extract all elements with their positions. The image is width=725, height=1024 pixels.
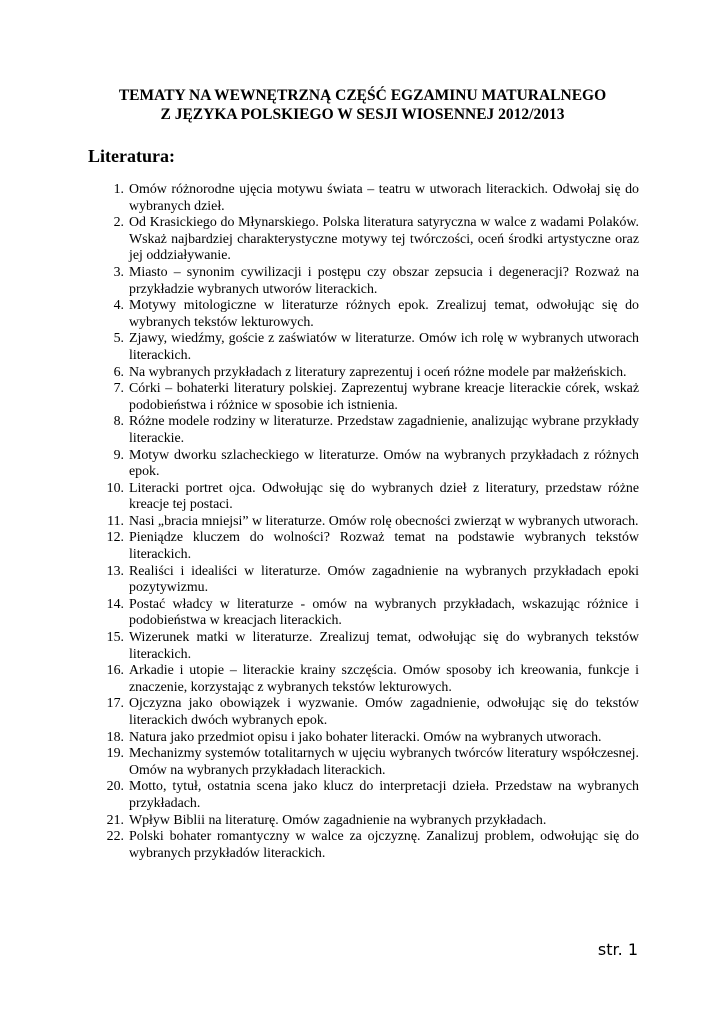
- page-number: str. 1: [597, 940, 638, 959]
- list-item-text: Od Krasickiego do Młynarskiego. Polska literatura satyryczna w walce z wadami Polaków. Wskaż najbardziej charakterystyczne motywy tej twórczości, oceń środki artystyczne oraz jej oddziaływanie.: [129, 215, 639, 264]
- title-line-2: Z JĘZYKA POLSKIEGO W SESJI WIOSENNEJ 2012/2013: [160, 106, 565, 123]
- list-item-number: 8.: [113, 414, 124, 430]
- list-item-text: Wpływ Biblii na literaturę. Omów zagadnienie na wybranych przykładach.: [129, 812, 547, 828]
- list-item-text: Polski bohater romantyczny w walce za ojczyznę. Zanalizuj problem, odwołując się do wybranych przykładów literackich.: [129, 829, 639, 861]
- section-heading: Literatura:: [88, 146, 175, 166]
- list-item-number: 2.: [113, 215, 124, 231]
- list-item-text: Nasi „bracia mniejsi” w literaturze. Omów rolę obecności zwierząt w wybranych utworach.: [129, 513, 639, 529]
- list-item: [0, 663, 725, 696]
- list-item-number: 17.: [106, 696, 124, 712]
- list-item: [0, 265, 725, 298]
- topic-list: [0, 182, 725, 862]
- list-item-text: Postać władcy w literaturze - omów na wybranych przykładach, wskazując różnice i podobieństwa w kreacjach literackich.: [129, 596, 639, 629]
- list-item-number: 3.: [113, 264, 124, 280]
- title-line-1: TEMATY NA WEWNĘTRZNĄ CZĘŚĆ EGZAMINU MATURALNEGO: [118, 87, 607, 104]
- list-item: [0, 696, 725, 729]
- list-item-number: 6.: [113, 364, 124, 380]
- list-item: [0, 331, 725, 364]
- list-item-text: Córki – bohaterki literatury polskiej. Zaprezentuj wybrane kreacje literackie córek, wskaż podobieństwa i różnice w sposobie ich istnienia.: [129, 381, 639, 413]
- list-item-number: 13.: [106, 563, 124, 579]
- list-item-text: Natura jako przedmiot opisu i jako bohater literacki. Omów na wybranych utworach.: [129, 729, 602, 745]
- list-item-text: Miasto – synonim cywilizacji i postępu czy obszar zepsucia i degeneracji? Rozważ na przykładzie wybranych utworów literackich.: [129, 264, 639, 297]
- list-item: [0, 365, 725, 382]
- list-item-number: 4.: [113, 298, 124, 314]
- list-item-number: 20.: [106, 779, 124, 795]
- list-item-text: Arkadie i utopie – literackie krainy szczęścia. Omów sposoby ich kreowania, funkcje i znaczenie, korzystając z wybranych tekstów lekturowych.: [129, 663, 639, 695]
- list-item-text: Motywy mitologiczne w literaturze różnych epok. Zrealizuj temat, odwołując się do wybranych tekstów lekturowych.: [129, 298, 639, 330]
- list-item: [0, 779, 725, 812]
- list-item-number: 5.: [113, 331, 124, 347]
- list-item-number: 14.: [106, 596, 124, 612]
- list-item: [0, 630, 725, 663]
- list-item-number: 1.: [113, 182, 124, 197]
- list-item-text: Realiści i idealiści w literaturze. Omów zagadnienie na wybranych przykładach epoki pozytywizmu.: [129, 563, 639, 596]
- list-item-text: Wizerunek matki w literaturze. Zrealizuj temat, odwołując się do wybranych tekstów literackich.: [129, 630, 639, 662]
- list-item-number: 18.: [106, 729, 124, 745]
- list-item-number: 12.: [106, 530, 124, 546]
- list-item-text: Na wybranych przykładach z literatury zaprezentuj i oceń różne modele par małżeńskich.: [129, 364, 627, 380]
- list-item: [0, 746, 725, 779]
- list-item: [0, 414, 725, 447]
- list-item-number: 9.: [113, 447, 124, 463]
- list-item: [0, 448, 725, 481]
- list-item-text: Różne modele rodziny w literaturze. Przedstaw zagadnienie, analizując wybrane przykłady literackie.: [129, 414, 639, 446]
- list-item-number: 22.: [106, 829, 124, 845]
- list-item-number: 15.: [106, 630, 124, 646]
- list-item: [0, 530, 725, 563]
- list-item-text: Motyw dworku szlacheckiego w literaturze. Omów na wybranych przykładach z różnych epok.: [129, 447, 639, 480]
- list-item-text: Pieniądze kluczem do wolności? Rozważ temat na podstawie wybranych tekstów literackich.: [129, 530, 639, 563]
- document-title: [0, 86, 725, 124]
- list-item-text: Motto, tytuł, ostatnia scena jako klucz do interpretacji dzieła. Przedstaw na wybranych przykładach.: [129, 779, 639, 811]
- list-item: [0, 597, 725, 630]
- list-item-text: Zjawy, wiedźmy, goście z zaświatów w literaturze. Omów ich rolę w wybranych utworach literackich.: [129, 331, 639, 363]
- list-item-number: 16.: [106, 663, 124, 679]
- list-item: [0, 829, 725, 862]
- list-item-text: Omów różnorodne ujęcia motywu świata – teatru w utworach literackich. Odwołaj się do wybranych dzieł.: [129, 182, 639, 214]
- list-item: [0, 514, 725, 531]
- list-item-number: 11.: [107, 513, 124, 529]
- list-item: [0, 730, 725, 747]
- list-item-text: Literacki portret ojca. Odwołując się do wybranych dzieł z literatury, przedstaw różne kreacje tej postaci.: [129, 480, 639, 513]
- list-item: [0, 564, 725, 597]
- list-item: [0, 298, 725, 331]
- list-item-number: 10.: [106, 480, 124, 496]
- list-item: [0, 481, 725, 514]
- list-item-text: Mechanizmy systemów totalitarnych w ujęciu wybranych twórców literatury współczesnej. Omów na wybranych przykładach literackich.: [129, 746, 639, 778]
- list-item-number: 19.: [106, 746, 124, 762]
- list-item-number: 7.: [113, 381, 124, 397]
- list-item: [0, 182, 725, 215]
- list-item-text: Ojczyzna jako obowiązek i wyzwanie. Omów zagadnienie, odwołując się do tekstów literackich dwóch wybranych epok.: [129, 696, 639, 728]
- list-item: [0, 813, 725, 830]
- list-item-number: 21.: [106, 812, 124, 828]
- list-item: [0, 381, 725, 414]
- list-item: [0, 215, 725, 265]
